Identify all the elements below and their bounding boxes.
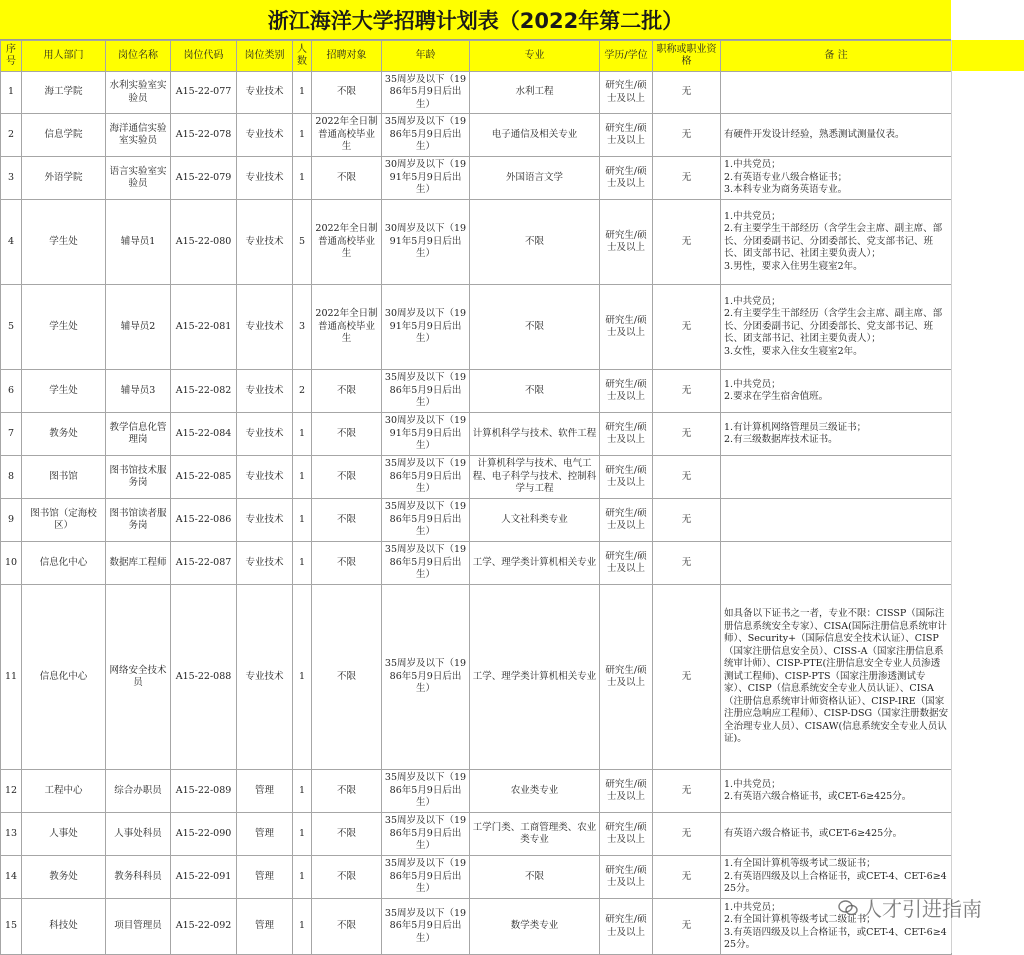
cell-num[interactable]: 1 (293, 542, 312, 585)
cell-title[interactable]: 无 (653, 157, 721, 200)
cell-major[interactable]: 不限 (470, 285, 600, 370)
cell-post[interactable]: 辅导员2 (106, 285, 171, 370)
header-cell[interactable]: 岗位代码 (171, 41, 237, 72)
cell-edu[interactable]: 研究生/硕士及以上 (600, 542, 653, 585)
cell-title[interactable]: 无 (653, 456, 721, 499)
cell-major[interactable]: 不限 (470, 370, 600, 413)
cell-edu[interactable]: 研究生/硕士及以上 (600, 370, 653, 413)
table-row (1, 114, 952, 157)
cell-title[interactable]: 无 (653, 542, 721, 585)
cell-no[interactable]: 15 (1, 899, 22, 955)
table-row (1, 72, 952, 114)
note-line: 2.有英语六级合格证书，或CET-6≥425分。 (724, 791, 912, 802)
cell-post[interactable]: 项目管理员 (106, 899, 171, 955)
cell-target[interactable]: 不限 (312, 499, 382, 542)
cell-target[interactable]: 不限 (312, 72, 382, 114)
note-line: 1.中共党员； (724, 295, 781, 307)
cell-title[interactable]: 无 (653, 585, 721, 770)
cell-title[interactable]: 无 (653, 370, 721, 413)
cell-edu[interactable]: 研究生/硕士及以上 (600, 585, 653, 770)
cell-num[interactable]: 1 (293, 72, 312, 114)
cell-no[interactable]: 12 (1, 770, 22, 813)
cell-cat[interactable]: 专业技术 (237, 456, 293, 499)
cell-dept[interactable]: 学生处 (22, 285, 106, 370)
header-cell[interactable]: 招聘对象 (312, 41, 382, 72)
table-row (1, 770, 952, 813)
cell-post[interactable]: 海洋通信实验室实验员 (106, 114, 171, 157)
table-row (1, 200, 952, 285)
cell-num[interactable]: 1 (293, 114, 312, 157)
header-cell[interactable]: 人数 (293, 41, 312, 72)
cell-num[interactable]: 1 (293, 899, 312, 955)
cell-notes[interactable] (721, 499, 952, 542)
note-line: 如具备以下证书之一者，专业不限：CISSP（国际注册信息系统安全专家）、CISA(国际注册信息系统审计师）、Security+（国际信息安全技术认证）、CISP（国家注册信息安全员）、CISS-A（国家注册信息系统审计师）、CISP-PTE(注册信息安全专业人员渗透测试工程师)、CISP-PTS（国家注册渗透测试专家）、CISP（信息系统安全专业人员认证）、CISA（注册信息系统审计师资格认证）、CISP-IRE（国家注册应急响应工程师）、CISP-DSG（国家注册数据安全治理专业人员）、CISAW(信息系统安全专业人员认证)。 (724, 608, 949, 745)
cell-major[interactable]: 工学、理学类计算机相关专业 (470, 585, 600, 770)
cell-target[interactable]: 2022年全日制普通高校毕业生 (312, 200, 382, 285)
cell-age[interactable]: 35周岁及以下（1986年5月9日后出生） (382, 770, 470, 813)
cell-dept[interactable]: 工程中心 (22, 770, 106, 813)
cell-edu[interactable]: 研究生/硕士及以上 (600, 72, 653, 114)
cell-edu[interactable]: 研究生/硕士及以上 (600, 856, 653, 899)
cell-target[interactable]: 2022年全日制普通高校毕业生 (312, 114, 382, 157)
header-cell[interactable]: 用人部门 (22, 41, 106, 72)
cell-no[interactable]: 13 (1, 813, 22, 856)
cell-post[interactable]: 水利实验室实验员 (106, 72, 171, 114)
cell-title[interactable]: 无 (653, 114, 721, 157)
note-line: 2.有三级数据库技术证书。 (724, 434, 838, 445)
cell-age[interactable]: 35周岁及以下（1986年5月9日后出生） (382, 899, 470, 955)
cell-major[interactable]: 电子通信及相关专业 (470, 114, 600, 157)
cell-code[interactable]: A15-22-082 (171, 370, 237, 413)
cell-post[interactable]: 网络安全技术员 (106, 585, 171, 770)
cell-target[interactable]: 不限 (312, 542, 382, 585)
cell-cat[interactable]: 专业技术 (237, 499, 293, 542)
cell-code[interactable]: A15-22-080 (171, 200, 237, 285)
note-line: 1.中共党员； (724, 159, 781, 171)
cell-dept[interactable]: 信息化中心 (22, 585, 106, 770)
cell-post[interactable]: 综合办职员 (106, 770, 171, 813)
cell-target[interactable]: 不限 (312, 813, 382, 856)
cell-num[interactable]: 1 (293, 585, 312, 770)
watermark (838, 893, 982, 922)
cell-cat[interactable]: 管理 (237, 856, 293, 899)
cell-target[interactable]: 不限 (312, 456, 382, 499)
cell-cat[interactable]: 专业技术 (237, 542, 293, 585)
cell-code[interactable]: A15-22-084 (171, 413, 237, 456)
cell-num[interactable]: 1 (293, 499, 312, 542)
cell-post[interactable]: 辅导员1 (106, 200, 171, 285)
header-cell[interactable]: 备 注 (721, 41, 952, 72)
cell-dept[interactable]: 信息学院 (22, 114, 106, 157)
cell-major[interactable]: 人文社科类专业 (470, 499, 600, 542)
wechat-icon (838, 900, 858, 916)
cell-notes[interactable] (721, 770, 952, 813)
note-line: 1.有全国计算机等级考试二级证书； (724, 858, 876, 870)
cell-notes[interactable] (721, 285, 952, 370)
note-line: 3.有英语四级及以上合格证书，或CET-4、CET-6≥425分。 (724, 926, 947, 950)
cell-target[interactable]: 不限 (312, 899, 382, 955)
cell-age[interactable]: 35周岁及以下（1986年5月9日后出生） (382, 114, 470, 157)
cell-edu[interactable]: 研究生/硕士及以上 (600, 285, 653, 370)
note-line: 有英语六级合格证书，或CET-6≥425分。 (724, 827, 903, 839)
cell-target[interactable]: 不限 (312, 770, 382, 813)
cell-code[interactable]: A15-22-091 (171, 856, 237, 899)
note-line: 2.有英语专业八级合格证书； (724, 171, 848, 183)
cell-post[interactable]: 辅导员3 (106, 370, 171, 413)
cell-code[interactable]: A15-22-088 (171, 585, 237, 770)
note-line: 3.本科专业为商务英语专业。 (724, 184, 848, 196)
table-row (1, 456, 952, 499)
cell-major[interactable]: 农业类专业 (470, 770, 600, 813)
cell-title[interactable]: 无 (653, 499, 721, 542)
cell-no[interactable]: 5 (1, 285, 22, 370)
cell-target[interactable]: 不限 (312, 370, 382, 413)
header-cell[interactable]: 岗位名称 (106, 41, 171, 72)
cell-age[interactable]: 30周岁及以下（1991年5月9日后出生） (382, 285, 470, 370)
cell-notes[interactable] (721, 542, 952, 585)
cell-notes[interactable] (721, 114, 952, 157)
cell-dept[interactable]: 图书馆 (22, 456, 106, 499)
table-row (1, 542, 952, 585)
cell-code[interactable]: A15-22-085 (171, 456, 237, 499)
cell-cat[interactable]: 管理 (237, 813, 293, 856)
cell-title[interactable]: 无 (653, 813, 721, 856)
cell-notes[interactable] (721, 813, 952, 856)
cell-code[interactable]: A15-22-087 (171, 542, 237, 585)
cell-target[interactable]: 2022年全日制普通高校毕业生 (312, 285, 382, 370)
cell-age[interactable]: 35周岁及以下（1986年5月9日后出生） (382, 542, 470, 585)
cell-cat[interactable]: 专业技术 (237, 413, 293, 456)
cell-no[interactable]: 2 (1, 114, 22, 157)
cell-target[interactable]: 不限 (312, 856, 382, 899)
cell-notes[interactable] (721, 370, 952, 413)
table-row (1, 856, 952, 899)
cell-cat[interactable]: 专业技术 (237, 114, 293, 157)
cell-target[interactable]: 不限 (312, 413, 382, 456)
table-row (1, 585, 952, 770)
cell-cat[interactable]: 专业技术 (237, 370, 293, 413)
cell-dept[interactable]: 学生处 (22, 370, 106, 413)
note-line: 2.有主要学生干部经历（含学生会主席、副主席、部长、分团委副书记、分团委部长、党支部书记、班长、团支部书记、社团主要负责人）； (724, 223, 943, 260)
header-cell[interactable]: 学历/学位 (600, 41, 653, 72)
cell-no[interactable]: 10 (1, 542, 22, 585)
cell-edu[interactable]: 研究生/硕士及以上 (600, 770, 653, 813)
cell-num[interactable]: 1 (293, 770, 312, 813)
cell-notes[interactable] (721, 456, 952, 499)
cell-title[interactable]: 无 (653, 770, 721, 813)
cell-major[interactable]: 计算机科学与技术、电气工程、电子科学与技术、控制科学与工程 (470, 456, 600, 499)
table-row (1, 413, 952, 456)
cell-dept[interactable]: 教务处 (22, 413, 106, 456)
note-line: 3.女性，要求入住女生寝室2年。 (724, 345, 863, 357)
cell-no[interactable]: 3 (1, 157, 22, 200)
cell-age[interactable]: 30周岁及以下（1991年5月9日后出生） (382, 413, 470, 456)
cell-edu[interactable]: 研究生/硕士及以上 (600, 456, 653, 499)
cell-post[interactable]: 教务科科员 (106, 856, 171, 899)
table-row (1, 157, 952, 200)
cell-code[interactable]: A15-22-090 (171, 813, 237, 856)
note-line: 1.中共党员； (724, 901, 781, 913)
note-line: 2.有主要学生干部经历（含学生会主席、副主席、部长、分团委副书记、分团委部长、党支部书记、班长、团支部书记、社团主要负责人）； (724, 308, 943, 345)
cell-dept[interactable]: 外语学院 (22, 157, 106, 200)
cell-dept[interactable]: 海工学院 (22, 72, 106, 114)
header-row (1, 41, 952, 72)
cell-edu[interactable]: 研究生/硕士及以上 (600, 200, 653, 285)
cell-age[interactable]: 30周岁及以下（1991年5月9日后出生） (382, 157, 470, 200)
table-row (1, 370, 952, 413)
cell-cat[interactable]: 专业技术 (237, 157, 293, 200)
cell-code[interactable]: A15-22-092 (171, 899, 237, 955)
cell-notes[interactable] (721, 157, 952, 200)
cell-post[interactable]: 语言实验室实验员 (106, 157, 171, 200)
header-cell[interactable]: 专业 (470, 41, 600, 72)
note-line: 3.男性，要求入住男生寝室2年。 (724, 260, 863, 272)
cell-target[interactable]: 不限 (312, 585, 382, 770)
cell-code[interactable]: A15-22-078 (171, 114, 237, 157)
cell-age[interactable]: 35周岁及以下（1986年5月9日后出生） (382, 585, 470, 770)
header-cell[interactable]: 岗位类别 (237, 41, 293, 72)
cell-title[interactable]: 无 (653, 285, 721, 370)
note-line: 1.中共党员； (724, 778, 781, 790)
cell-age[interactable]: 35周岁及以下（1986年5月9日后出生） (382, 499, 470, 542)
cell-age[interactable]: 35周岁及以下（1986年5月9日后出生） (382, 370, 470, 413)
cell-num[interactable]: 1 (293, 456, 312, 499)
cell-notes[interactable] (721, 585, 952, 770)
table-row (1, 813, 952, 856)
watermark-text: 人才引进指南 (862, 897, 982, 921)
cell-title[interactable]: 无 (653, 856, 721, 899)
cell-num[interactable]: 1 (293, 413, 312, 456)
cell-age[interactable]: 35周岁及以下（1986年5月9日后出生） (382, 856, 470, 899)
cell-post[interactable]: 教学信息化管理岗 (106, 413, 171, 456)
cell-age[interactable]: 35周岁及以下（1986年5月9日后出生） (382, 72, 470, 114)
cell-edu[interactable]: 研究生/硕士及以上 (600, 157, 653, 200)
header-cell[interactable]: 职称或职业资格 (653, 41, 721, 72)
cell-notes[interactable] (721, 200, 952, 285)
note-line: 1.有计算机网络管理员三级证书； (724, 421, 867, 433)
cell-major[interactable]: 不限 (470, 856, 600, 899)
cell-dept[interactable]: 人事处 (22, 813, 106, 856)
cell-cat[interactable]: 管理 (237, 899, 293, 955)
cell-code[interactable]: A15-22-079 (171, 157, 237, 200)
cell-edu[interactable]: 研究生/硕士及以上 (600, 413, 653, 456)
cell-no[interactable]: 11 (1, 585, 22, 770)
cell-dept[interactable]: 科技处 (22, 899, 106, 955)
recruitment-table (0, 40, 952, 955)
cell-cat[interactable]: 专业技术 (237, 72, 293, 114)
note-line: 有硬件开发设计经验，熟悉测试测量仪表。 (724, 128, 905, 140)
sheet-title: 浙江海洋大学招聘计划表（2022年第二批） (0, 0, 951, 40)
cell-num[interactable]: 1 (293, 813, 312, 856)
note-line: 1.中共党员； (724, 210, 781, 222)
cell-major[interactable]: 数学类专业 (470, 899, 600, 955)
cell-cat[interactable]: 专业技术 (237, 585, 293, 770)
cell-edu[interactable]: 研究生/硕士及以上 (600, 899, 653, 955)
cell-cat[interactable]: 专业技术 (237, 285, 293, 370)
cell-no[interactable]: 14 (1, 856, 22, 899)
cell-major[interactable]: 不限 (470, 200, 600, 285)
cell-no[interactable]: 8 (1, 456, 22, 499)
header-cell[interactable]: 序号 (1, 41, 22, 72)
cell-dept[interactable]: 图书馆（定海校区） (22, 499, 106, 542)
cell-major[interactable]: 工学门类、工商管理类、农业类专业 (470, 813, 600, 856)
cell-no[interactable]: 4 (1, 200, 22, 285)
note-line: 2.有英语四级及以上合格证书，或CET-4、CET-6≥425分。 (724, 870, 947, 895)
cell-dept[interactable]: 学生处 (22, 200, 106, 285)
cell-age[interactable]: 35周岁及以下（1986年5月9日后出生） (382, 456, 470, 499)
cell-dept[interactable]: 教务处 (22, 856, 106, 899)
cell-num[interactable]: 1 (293, 856, 312, 899)
cell-no[interactable]: 9 (1, 499, 22, 542)
note-line: 1.中共党员； (724, 378, 781, 390)
cell-code[interactable]: A15-22-089 (171, 770, 237, 813)
cell-post[interactable]: 人事处科员 (106, 813, 171, 856)
cell-title[interactable]: 无 (653, 200, 721, 285)
table-row (1, 285, 952, 370)
cell-code[interactable]: A15-22-077 (171, 72, 237, 114)
cell-post[interactable]: 数据库工程师 (106, 542, 171, 585)
cell-age[interactable]: 35周岁及以下（1986年5月9日后出生） (382, 813, 470, 856)
cell-edu[interactable]: 研究生/硕士及以上 (600, 499, 653, 542)
cell-no[interactable]: 1 (1, 72, 22, 114)
cell-no[interactable]: 6 (1, 370, 22, 413)
cell-num[interactable]: 2 (293, 370, 312, 413)
cell-no[interactable]: 7 (1, 413, 22, 456)
cell-title[interactable]: 无 (653, 413, 721, 456)
cell-num[interactable]: 5 (293, 200, 312, 285)
cell-post[interactable]: 图书馆技术服务岗 (106, 456, 171, 499)
cell-major[interactable]: 外国语言文学 (470, 157, 600, 200)
cell-age[interactable]: 30周岁及以下（1991年5月9日后出生） (382, 200, 470, 285)
cell-cat[interactable]: 管理 (237, 770, 293, 813)
note-line: 2.有全国计算机等级考试二级证书； (724, 914, 876, 925)
cell-code[interactable]: A15-22-081 (171, 285, 237, 370)
table-row (1, 899, 952, 955)
cell-major[interactable]: 计算机科学与技术、软件工程 (470, 413, 600, 456)
cell-edu[interactable]: 研究生/硕士及以上 (600, 813, 653, 856)
table-body (1, 72, 952, 955)
table-row (1, 499, 952, 542)
cell-notes[interactable] (721, 72, 952, 114)
cell-major[interactable]: 工学、理学类计算机相关专业 (470, 542, 600, 585)
note-line: 2.要求在学生宿舍值班。 (724, 391, 829, 402)
empty-column (951, 40, 1024, 953)
cell-title[interactable]: 无 (653, 899, 721, 955)
cell-post[interactable]: 图书馆读者服务岗 (106, 499, 171, 542)
cell-num[interactable]: 1 (293, 157, 312, 200)
cell-major[interactable]: 水利工程 (470, 72, 600, 114)
cell-notes[interactable] (721, 413, 952, 456)
header-cell[interactable]: 年龄 (382, 41, 470, 72)
cell-cat[interactable]: 专业技术 (237, 200, 293, 285)
cell-edu[interactable]: 研究生/硕士及以上 (600, 114, 653, 157)
cell-target[interactable]: 不限 (312, 157, 382, 200)
cell-code[interactable]: A15-22-086 (171, 499, 237, 542)
cell-num[interactable]: 3 (293, 285, 312, 370)
cell-title[interactable]: 无 (653, 72, 721, 114)
cell-dept[interactable]: 信息化中心 (22, 542, 106, 585)
